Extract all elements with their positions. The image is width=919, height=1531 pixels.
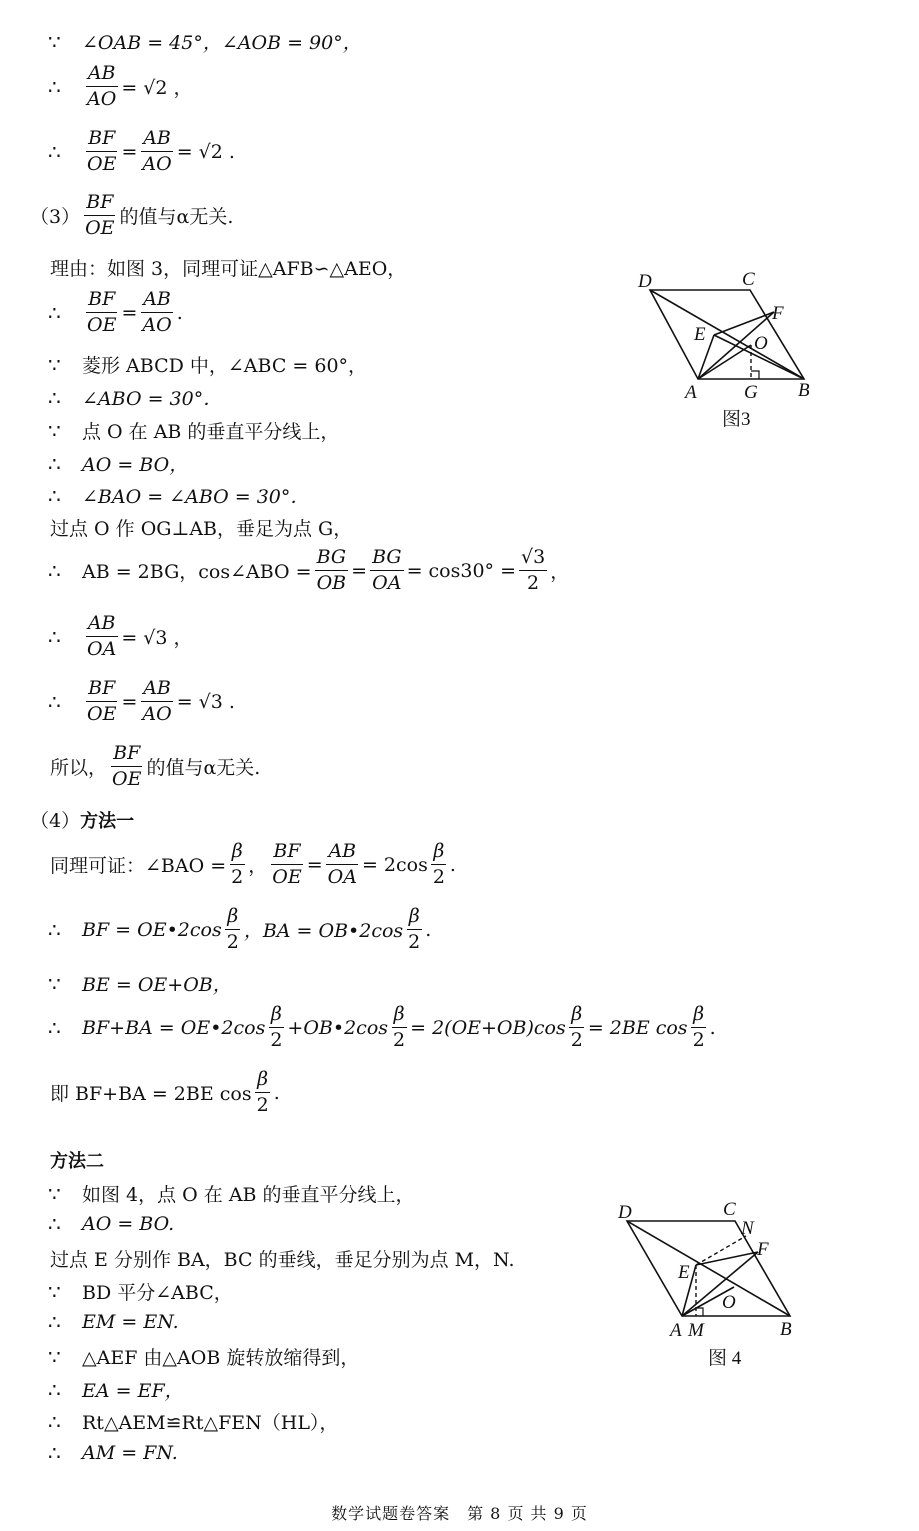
part3-text: 的值与α无关. bbox=[119, 206, 234, 228]
part3-heading bbox=[30, 193, 233, 238]
fraction-ab-ao: $\frac{AB}{AO}$ bbox=[87, 62, 117, 110]
line-bf-ba: ∴ BF = OE•2cos $\frac{\beta}{2}$ ，BA = OB•2cos $\frac{\beta}{2}$ . bbox=[48, 905, 432, 953]
line-ea-ef: ∴ EA = EF， bbox=[48, 1377, 184, 1402]
figure-4 bbox=[610, 1196, 820, 1376]
label-o: O bbox=[722, 1292, 736, 1313]
figure-4-caption: 图 4 bbox=[708, 1348, 742, 1369]
line-e-perp: 过点 E 分别作 BA，BC 的垂线，垂足分别为点 M，N. bbox=[50, 1249, 515, 1271]
because-symbol: ∵ bbox=[48, 29, 61, 54]
line-bao-abo: ∴ ∠BAO = ∠ABO = 30°． bbox=[48, 483, 310, 508]
label-o: O bbox=[754, 333, 768, 354]
label-c: C bbox=[723, 1199, 736, 1220]
label-a: A bbox=[670, 1320, 682, 1341]
line-conclusion: 所以， $\frac{BF}{OE}$ 的值与α无关. bbox=[50, 742, 261, 790]
label-n: N bbox=[741, 1218, 754, 1239]
right-angle-mark bbox=[696, 1308, 703, 1316]
line-cos: ∴ AB = 2BG，cos∠ABO = $\frac{BG}{OB}$ = $\frac{BG}{OA}$ = cos30° = $\frac{√3}{2}$ ， bbox=[48, 546, 570, 594]
segment-ef bbox=[696, 1252, 758, 1265]
fraction-bf-oe: $\frac{BF}{OE}$ bbox=[87, 127, 117, 175]
label-b: B bbox=[780, 1319, 792, 1340]
label-a: A bbox=[685, 382, 697, 403]
label-f: F bbox=[772, 303, 784, 324]
line-ab-oa: ∴ $\frac{AB}{OA}$ = √3 ， bbox=[48, 612, 193, 660]
line-am-fn: ∴ AM = FN. bbox=[48, 1441, 178, 1465]
segment-ao bbox=[698, 345, 751, 379]
line-o-perp: ∵ 点 O 在 AB 的垂直平分线上， bbox=[48, 418, 340, 443]
line-bd-bisect: ∵ BD 平分∠ABC， bbox=[48, 1279, 233, 1304]
label-d: D bbox=[618, 1202, 632, 1223]
therefore-symbol: ∴ bbox=[48, 74, 61, 99]
line-ji: 即 BF+BA = 2BE cos $\frac{\beta}{2}$ . bbox=[50, 1068, 280, 1116]
line-bf-oe: ∴ $\frac{BF}{OE}$ = $\frac{AB}{AO}$ = √2 . bbox=[48, 127, 235, 175]
line-method1-prove: 同理可证：∠BAO = $\frac{\beta}{2}$ ， $\frac{BF}{OE}$ = $\frac{AB}{OA}$ = 2cos $\frac{\beta}{2}$ . bbox=[50, 840, 456, 888]
equals-sqrt2: = √2 ， bbox=[121, 77, 193, 99]
line-ao-bo: ∴ AO = BO， bbox=[48, 451, 189, 476]
segment-en bbox=[696, 1236, 746, 1265]
method2-heading: 方法二 bbox=[50, 1151, 104, 1172]
figure-3 bbox=[630, 265, 830, 435]
line-long-equation: ∴ BF+BA = OE•2cos $\frac{\beta}{2}$ +OB•2cos $\frac{\beta}{2}$ = 2(OE+OB)cos $\frac{\beta}{2}$ = 2BE cos $\frac{\beta}{2}$ . bbox=[48, 1003, 716, 1051]
line-bf-oe-sqrt3: ∴ $\frac{BF}{OE}$ = $\frac{AB}{AO}$ = √3 . bbox=[48, 677, 235, 725]
figure-3-caption: 图3 bbox=[722, 409, 751, 430]
part4-heading: （4） 方法一 bbox=[30, 810, 135, 832]
line-bf-oe-ab-ao: ∴ $\frac{BF}{OE}$ = $\frac{AB}{AO}$ . bbox=[48, 288, 183, 336]
label-g: G bbox=[744, 382, 758, 403]
line-rt: ∴ Rt△AEM≌Rt△FEN（HL）， bbox=[48, 1409, 339, 1434]
line-ao-bo-2: ∴ AO = BO. bbox=[48, 1212, 175, 1236]
reason-line: 理由：如图 3，同理可证△AFB∽△AEO， bbox=[50, 258, 407, 280]
label-f: F bbox=[757, 1239, 769, 1260]
line-em-en: ∴ EM = EN. bbox=[48, 1310, 179, 1334]
line-rhombus: ∵ 菱形 ABCD 中，∠ABC = 60°， bbox=[48, 352, 368, 377]
fraction-ab-ao: $\frac{AB}{AO}$ bbox=[142, 127, 172, 175]
label-d: D bbox=[638, 271, 652, 292]
label-b: B bbox=[798, 380, 810, 401]
label-e: E bbox=[678, 1262, 690, 1283]
angles-text: ∠OAB = 45°，∠AOB = 90°， bbox=[82, 32, 362, 54]
part3-label: （3） bbox=[30, 206, 81, 228]
right-angle-mark bbox=[751, 371, 759, 379]
line-angles bbox=[48, 28, 362, 55]
segment-ef bbox=[714, 312, 774, 335]
equals-sqrt2: = √2 . bbox=[176, 140, 235, 163]
therefore-symbol: ∴ bbox=[48, 139, 61, 164]
therefore-symbol: ∴ bbox=[48, 300, 61, 325]
page-footer: 数学试题卷答案 第 8 页 共 9 页 bbox=[331, 1504, 588, 1523]
line-aef: ∵ △AEF 由△AOB 旋转放缩得到， bbox=[48, 1344, 360, 1369]
line-og-perp: 过点 O 作 OG⊥AB，垂足为点 G， bbox=[50, 518, 353, 540]
line-ab-ao bbox=[48, 64, 193, 109]
line-be-sum: ∵ BE = OE+OB， bbox=[48, 971, 232, 996]
label-e: E bbox=[694, 324, 706, 345]
label-m: M bbox=[688, 1320, 704, 1341]
fraction-bf-oe: $\frac{BF}{OE}$ bbox=[85, 191, 115, 239]
line-abo30: ∴ ∠ABO = 30°． bbox=[48, 385, 223, 410]
segment-af bbox=[682, 1252, 758, 1316]
line-fig4-ref: ∵ 如图 4，点 O 在 AB 的垂直平分线上， bbox=[48, 1181, 415, 1206]
label-c: C bbox=[742, 269, 755, 290]
